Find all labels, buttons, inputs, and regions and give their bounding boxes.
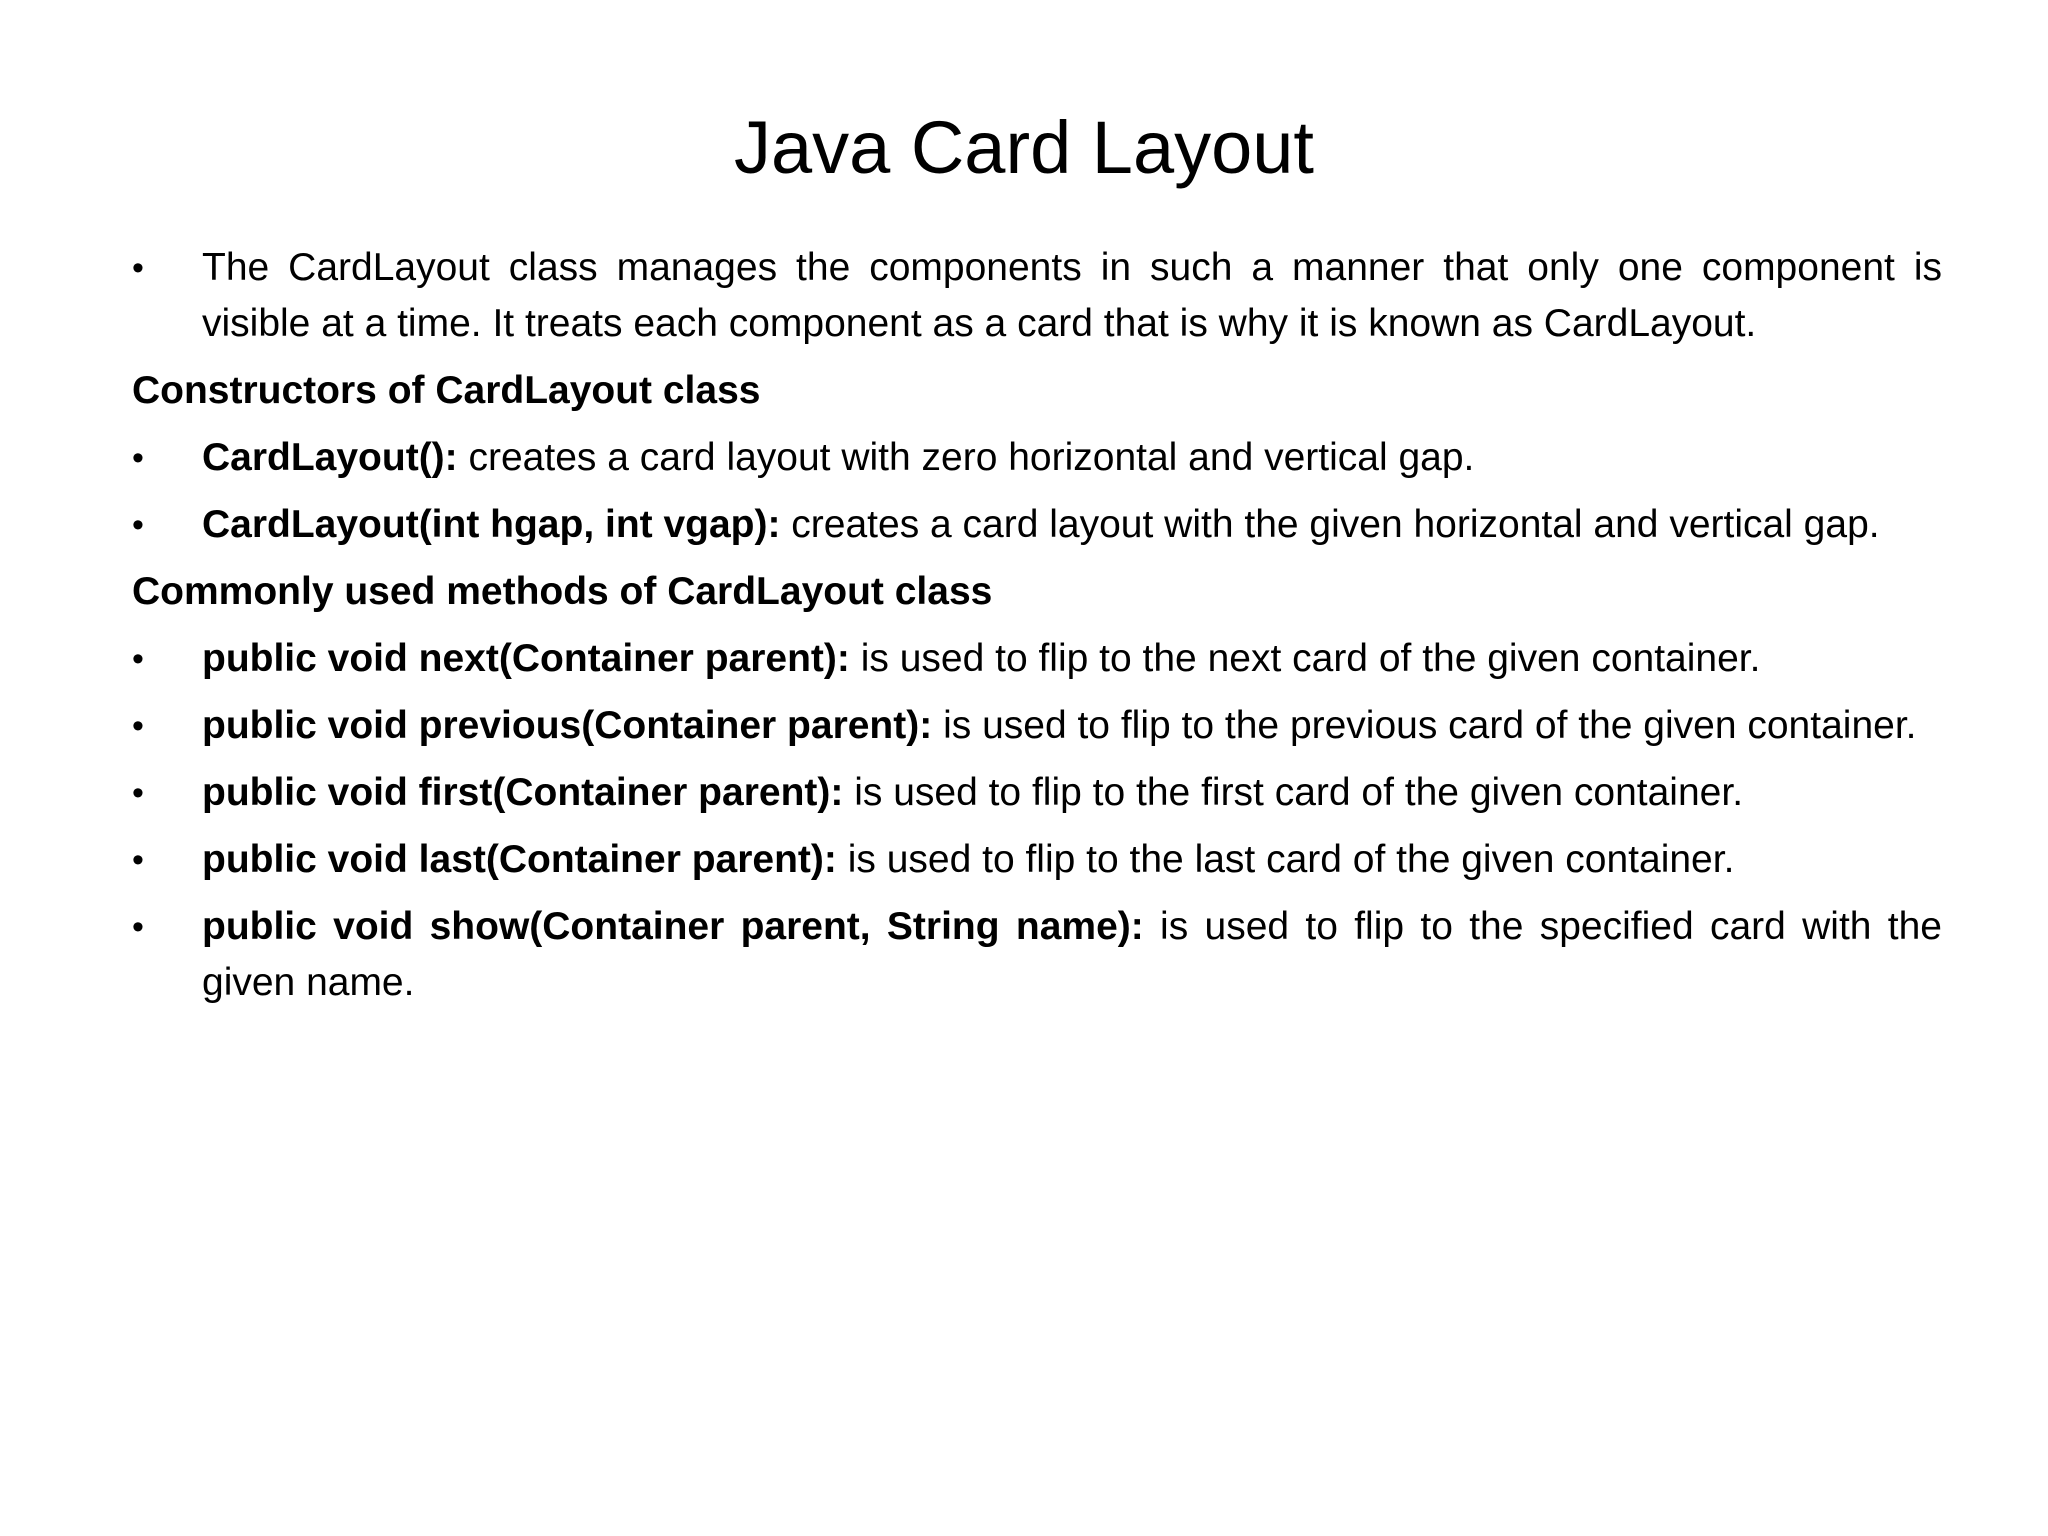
constructor-item bbox=[132, 430, 1942, 486]
slide-title: Java Card Layout bbox=[733, 106, 1314, 189]
method-signature: public void next(Container parent): bbox=[202, 637, 850, 680]
method-item bbox=[132, 899, 1942, 1011]
bullet-icon: • bbox=[132, 640, 144, 678]
constructor-signature: CardLayout(int hgap, int vgap): bbox=[202, 503, 781, 546]
bullet-icon: • bbox=[132, 249, 144, 287]
bullet-icon: • bbox=[132, 774, 144, 812]
constructor-description: creates a card layout with zero horizontal and vertical gap. bbox=[457, 436, 1475, 479]
intro-text: The CardLayout class manages the components in such a manner that only one component is visible at a time. It treats each component as a card that is why it is known as CardLayout. bbox=[202, 246, 1942, 345]
method-item bbox=[132, 631, 1942, 687]
method-signature: public void show(Container parent, String name): bbox=[202, 905, 1144, 948]
bullet-icon: • bbox=[132, 439, 144, 477]
bullet-icon: • bbox=[132, 707, 144, 745]
constructor-signature: CardLayout(): bbox=[202, 436, 458, 479]
constructor-item bbox=[132, 497, 1942, 553]
method-description: is used to flip to the specified card with the given name. bbox=[202, 905, 1942, 1004]
slide-body bbox=[132, 240, 1942, 1022]
method-description: is used to flip to the last card of the given container. bbox=[836, 838, 1735, 881]
bullet-icon: • bbox=[132, 506, 144, 544]
constructor-description: creates a card layout with the given horizontal and vertical gap. bbox=[780, 503, 1880, 546]
bullet-icon: • bbox=[132, 841, 144, 879]
method-signature: public void last(Container parent): bbox=[202, 838, 837, 881]
method-item bbox=[132, 765, 1942, 821]
constructors-heading: Constructors of CardLayout class bbox=[132, 369, 761, 412]
method-description: is used to flip to the first card of the given container. bbox=[843, 771, 1744, 814]
method-item bbox=[132, 698, 1942, 754]
intro-bullet bbox=[132, 240, 1942, 352]
method-description: is used to flip to the next card of the given container. bbox=[849, 637, 1761, 680]
method-item bbox=[132, 832, 1942, 888]
method-signature: public void previous(Container parent): bbox=[202, 704, 933, 747]
method-signature: public void first(Container parent): bbox=[202, 771, 844, 814]
method-description: is used to flip to the previous card of the given container. bbox=[932, 704, 1917, 747]
methods-heading: Commonly used methods of CardLayout class bbox=[132, 570, 993, 613]
bullet-icon: • bbox=[132, 908, 144, 946]
